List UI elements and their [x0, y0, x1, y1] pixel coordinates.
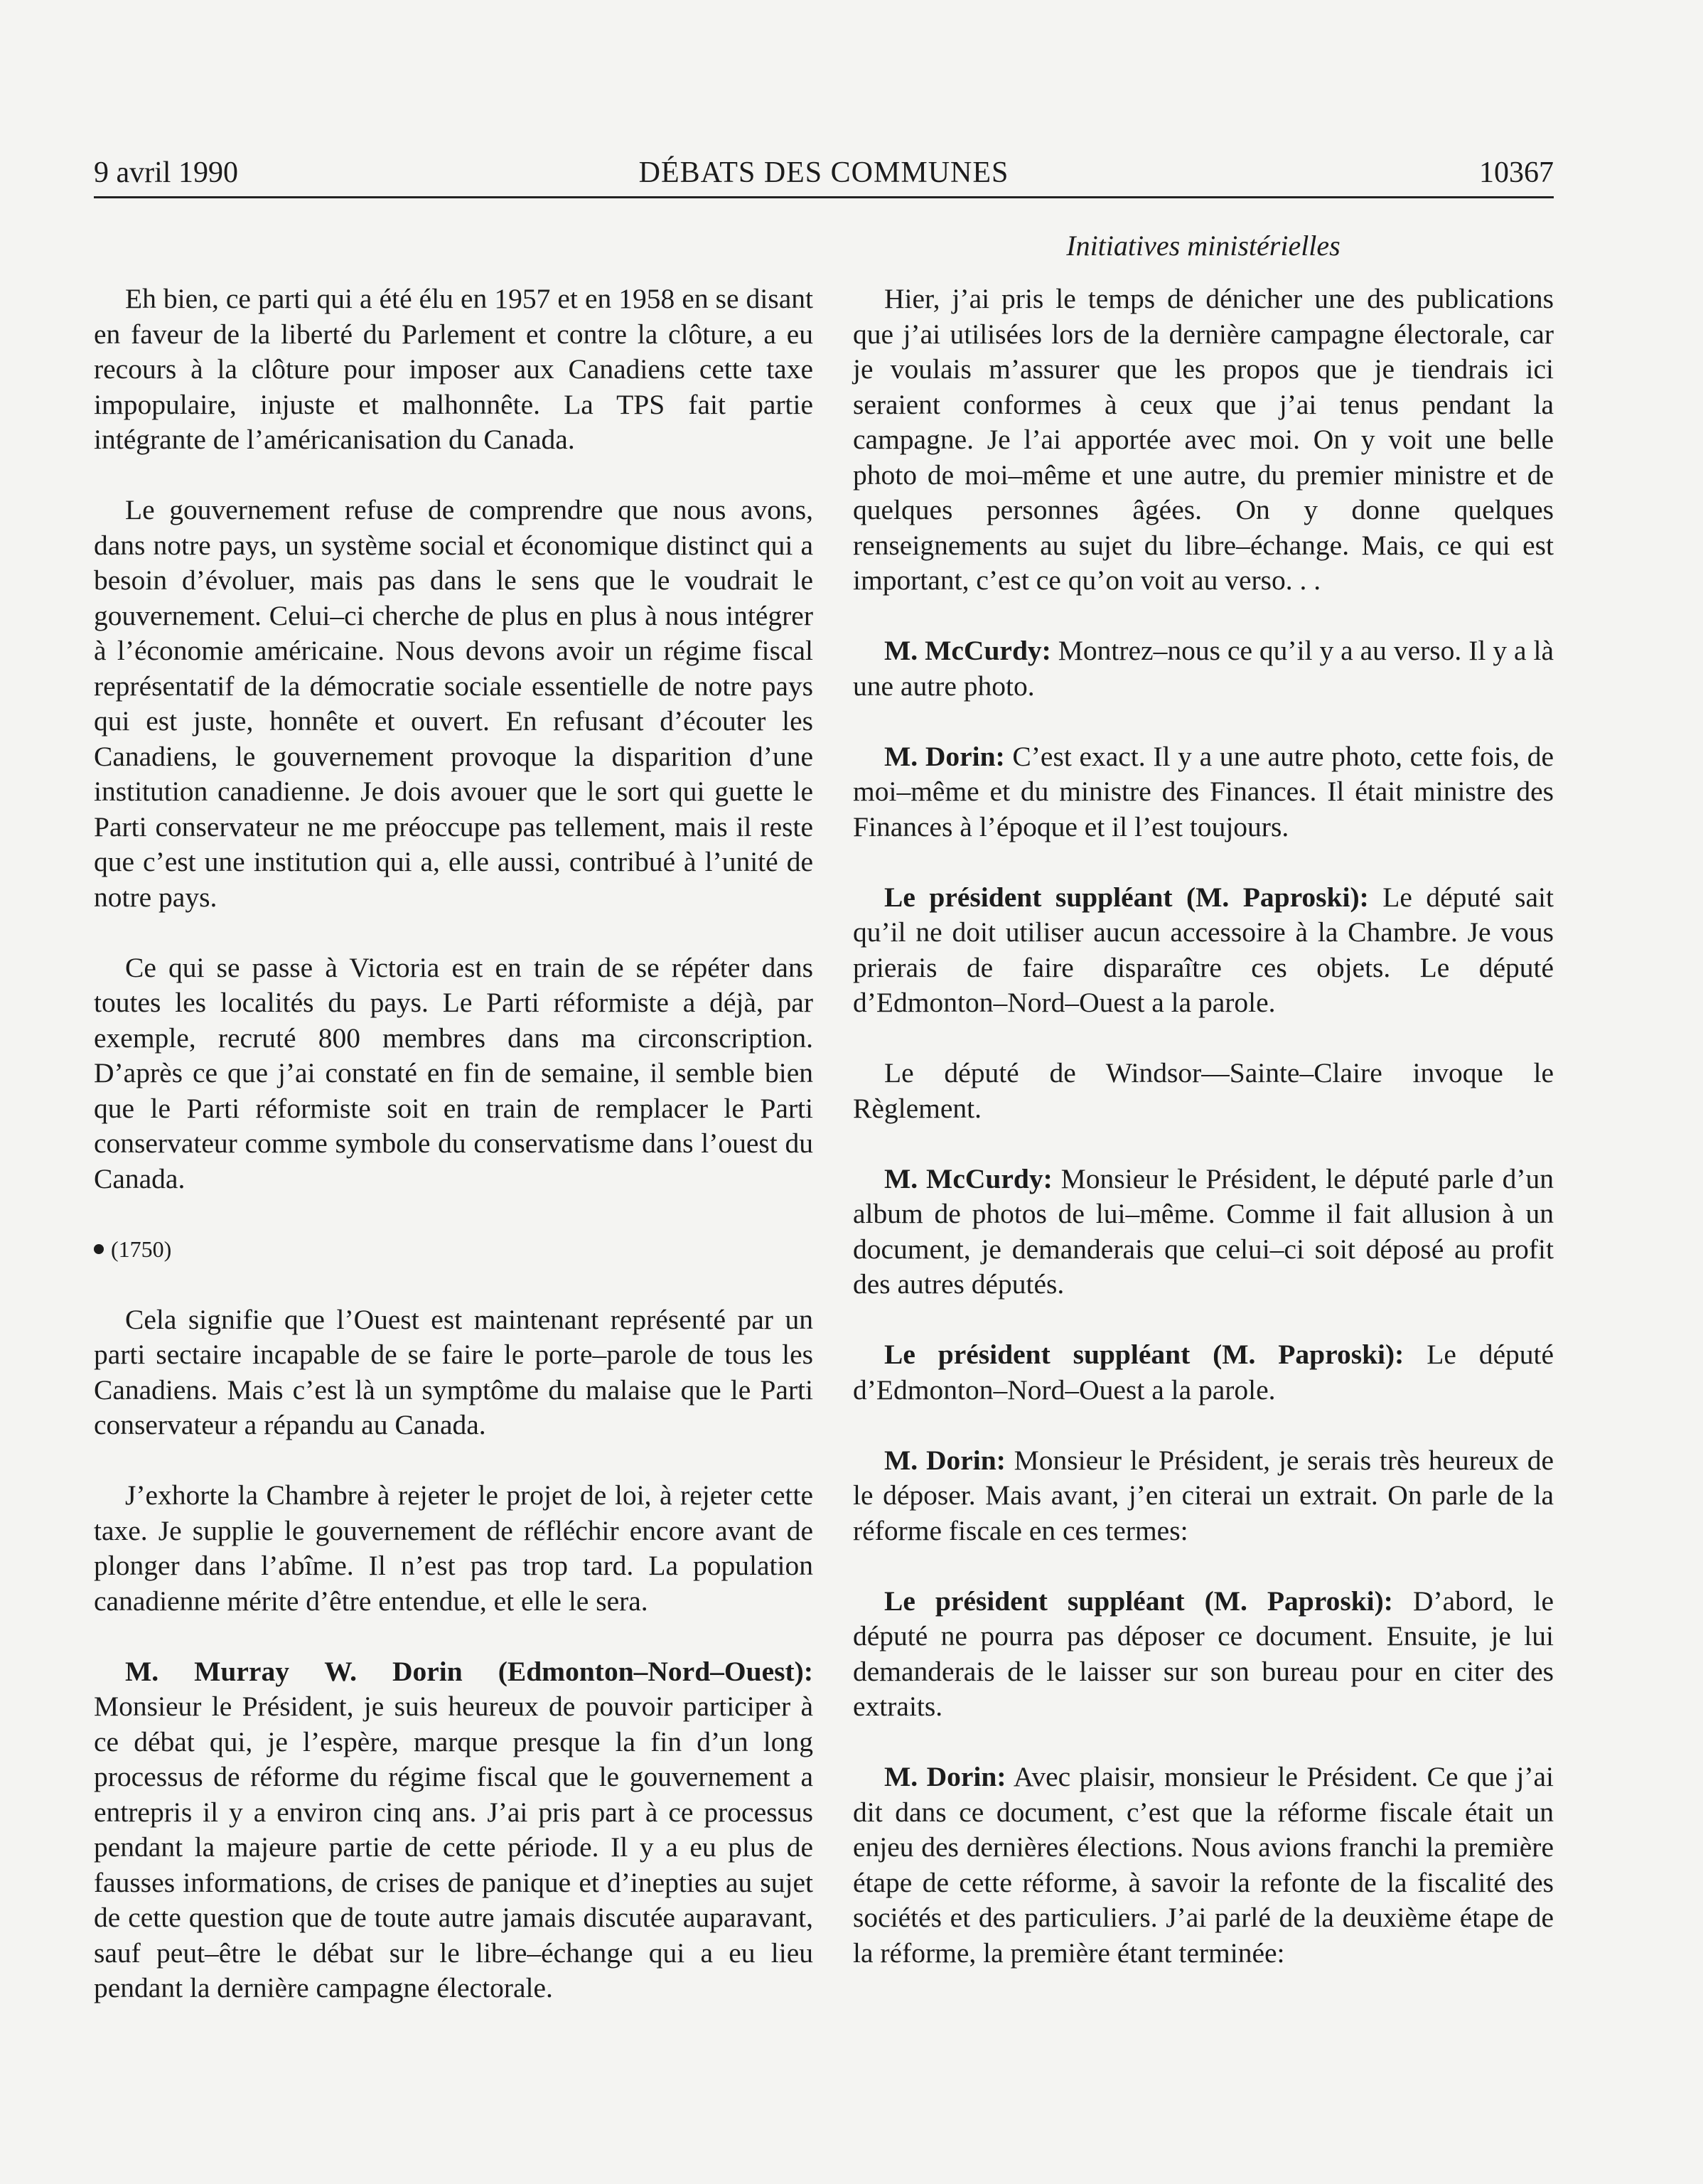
speaker-name: M. Dorin: — [884, 740, 1005, 772]
speaker-name: M. Dorin: — [884, 1761, 1006, 1792]
speaker-name: M. Dorin: — [884, 1444, 1006, 1476]
speech-paragraph — [853, 880, 1554, 1021]
header-page-number: 10367 — [1479, 156, 1554, 189]
right-column — [853, 282, 1554, 2006]
speech-text: D’abord, le député ne pourra pas déposer ce document. Ensuite, je lui demanderais de le laisser sur son bureau pour en citer des extraits. — [853, 1585, 1554, 1722]
header-date: 9 avril 1990 — [94, 156, 238, 189]
speaker-name: Le président suppléant (M. Paproski): — [884, 881, 1369, 913]
paragraph: Le député de Windsor—Sainte–Claire invoque le Règlement. — [853, 1057, 1554, 1124]
speaker-name: Le président suppléant (M. Paproski): — [884, 1339, 1404, 1370]
speech-paragraph — [853, 1443, 1554, 1549]
speech-text: Monsieur le Président, le député parle d’un album de photos de lui–même. Comme il fait allusion à un document, je demanderais que celui–ci soit déposé au profit des autres députés. — [853, 1162, 1554, 1300]
speech-paragraph — [853, 1162, 1554, 1302]
paragraph: Cela signifie que l’Ouest est maintenant représenté par un parti sectaire incapable de se faire le porte–parole de tous les Canadiens. Mais c’est là un symptôme du malaise que le Parti conservateur a répandu au Canada. — [94, 1303, 813, 1440]
speech-text: C’est exact. Il y a une autre photo, cette fois, de moi–même et du ministre des Finances. Il était ministre des Finances à l’époque et il l’est toujours. — [853, 740, 1554, 842]
speech-paragraph — [853, 1337, 1554, 1408]
speech-paragraph — [853, 1584, 1554, 1725]
speech-paragraph — [94, 1654, 813, 2006]
speaker-name: M. McCurdy: — [884, 635, 1051, 666]
section-label: Initiatives ministérielles — [1066, 230, 1341, 262]
time-marker-text: (1750) — [111, 1236, 172, 1262]
paragraph: J’exhorte la Chambre à rejeter le projet de loi, à rejeter cette taxe. Je supplie le gouvernement de réfléchir encore avant de plonger dans l’abîme. Il n’est pas trop tard. La population canadienne mérite d’être entendue, et elle le sera. — [94, 1479, 813, 1617]
page-header — [94, 152, 1554, 198]
paragraph: Hier, j’ai pris le temps de dénicher une des publications que j’ai utilisées lors de la dernière campagne électorale, car je voulais m’assurer que les propos que je tiendrais ici seraient conformes à ceux que j’ai tenus pendant la campagne. Je l’ai apportée avec moi. On y voit une belle photo de moi–même et une autre, du premier ministre et de quelques personnes âgées. On y donne quelques renseignements au sujet du libre–échange. Mais, ce qui est important, c’est ce qu’on voit au verso. . . — [853, 283, 1554, 596]
speech-text: Le député d’Edmonton–Nord–Ouest a la parole. — [853, 1339, 1554, 1406]
speech-paragraph — [853, 1760, 1554, 1971]
speech-paragraph — [853, 633, 1554, 704]
bullet-icon — [94, 1244, 104, 1254]
speaker-name: M. McCurdy: — [884, 1162, 1053, 1194]
speech-paragraph — [853, 739, 1554, 845]
paragraph: Ce qui se passe à Victoria est en train de se répéter dans toutes les localités du pays. Le Parti réformiste a déjà, par exemple, recruté 800 membres dans ma circonscription. D’après ce que j’ai constaté en fin de semaine, il semble bien que le Parti réformiste soit en train de remplacer le Parti conservateur comme symbole du conservatisme dans l’ouest du Canada. — [94, 951, 813, 1194]
speech-text: Monsieur le Président, je serais très heureux de le déposer. Mais avant, j’en citerai un extrait. On parle de la réforme fiscale en ces termes: — [853, 1444, 1554, 1546]
paragraph: Eh bien, ce parti qui a été élu en 1957 et en 1958 en se disant en faveur de la liberté du Parlement et contre la clôture, a eu recours à la clôture pour imposer aux Canadiens cette taxe impopulaire, injuste et malhonnête. La TPS fait partie intégrante de l’américanisation du Canada. — [94, 283, 813, 455]
speech-text: Monsieur le Président, je suis heureux de pouvoir participer à ce débat qui, je l’espère, marque presque la fin d’un long processus de réforme du régime fiscal que le gouvernement a entrepris il y a environ cinq ans. J’ai pris part à ce processus pendant la majeure partie de cette période. Il y a eu plus de fausses informations, de crises de panique et d’inepties au sujet de cette question que de toute autre jamais discutée auparavant, sauf peut–être le débat sur le libre–échange qui a eu lieu pendant la dernière campagne électorale. — [94, 1691, 813, 2003]
speech-text: Le député sait qu’il ne doit utiliser aucun accessoire à la Chambre. Je vous prierais de faire disparaître ces objets. Le député d’Edmonton–Nord–Ouest a la parole. — [853, 881, 1554, 1018]
speaker-name: Le président suppléant (M. Paproski): — [884, 1585, 1393, 1617]
speaker-name: M. Murray W. Dorin (Edmonton–Nord–Ouest): — [125, 1655, 813, 1687]
left-column — [94, 282, 813, 2041]
speech-text: Montrez–nous ce qu’il y a au verso. Il y a là une autre photo. — [853, 635, 1554, 702]
time-marker — [94, 1232, 813, 1268]
paragraph: Le gouvernement refuse de comprendre que nous avons, dans notre pays, un système social et économique distinct qui a besoin d’évoluer, mais pas dans le sens que le voudrait le gouvernement. Celui–ci cherche de plus en plus à nous intégrer à l’économie américaine. Nous devons avoir un régime fiscal représentatif de la démocratie sociale essentielle de notre pays qui est juste, honnête et ouvert. En refusant d’écouter les Canadiens, le gouvernement provoque la disparition d’une institution canadienne. Je dois avouer que le sort qui guette le Parti conservateur ne me préoccupe pas tellement, mais il reste que c’est une institution qui a, elle aussi, contribué à l’unité de notre pays. — [94, 494, 813, 913]
header-title: DÉBATS DES COMMUNES — [638, 156, 1009, 189]
speech-text: Avec plaisir, monsieur le Président. Ce que j’ai dit dans ce document, c’est que la réforme fiscale était un enjeu des dernières élections. Nous avions franchi la première étape de cette réforme, à savoir la refonte de la fiscalité des sociétés et des particuliers. J’ai parlé de la deuxième étape de la réforme, la première étant terminée: — [853, 1761, 1554, 1969]
